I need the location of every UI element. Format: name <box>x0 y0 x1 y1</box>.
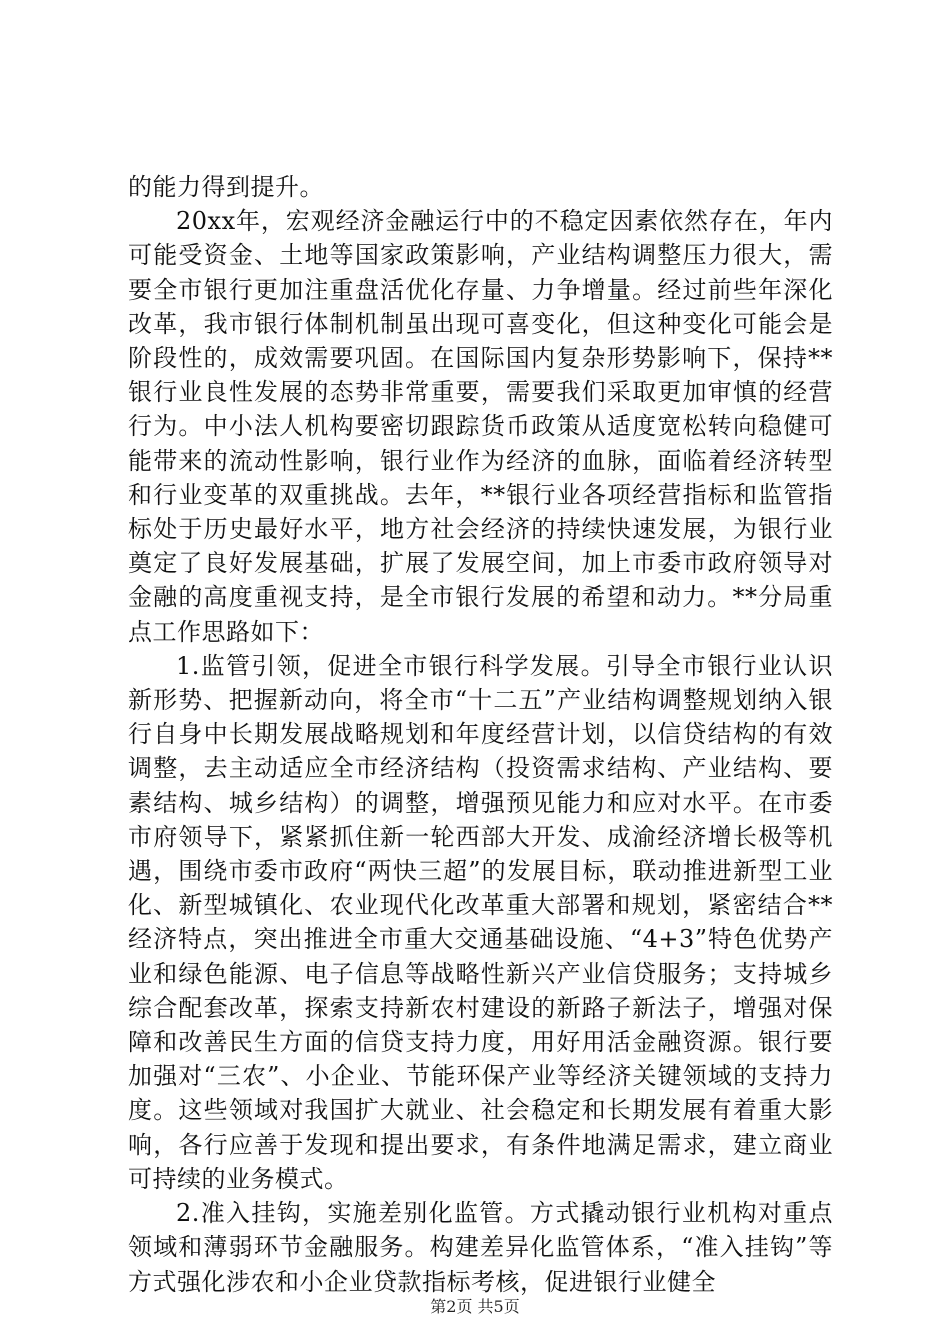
paragraph-outlook: 20xx年，宏观经济金融运行中的不稳定因素依然存在，年内可能受资金、土地等国家政策影响，产业结构调整压力很大，需要全市银行更加注重盘活优化存量、力争增量。经过前些年深化改革，我市银行体制机制虽出现可喜变化，但这种变化可能会是阶段性的，成效需要巩固。在国际国内复杂形势影响下，保持**银行业良性发展的态势非常重要，需要我们采取更加审慎的经营行为。中小法人机构要密切跟踪货币政策从适度宽松转向稳健可能带来的流动性影响，银行业作为经济的血脉，面临着经济转型和行业变革的双重挑战。去年，**银行业各项经营指标和监管指标处于历史最好水平，地方社会经济的持续快速发展，为银行业奠定了良好发展基础，扩展了发展空间，加上市委市政府领导对金融的高度重视支持，是全市银行发展的希望和动力。**分局重点工作思路如下： <box>128 207 833 646</box>
page-footer: 第2页 共5页 <box>430 1297 520 1316</box>
document-body <box>128 170 833 1299</box>
paragraph-item-2: 2.准入挂钩，实施差别化监管。方式撬动银行业机构对重点领域和薄弱环节金融服务。构建差异化监管体系，“准入挂钩”等方式强化涉农和小企业贷款指标考核，促进银行业健全 <box>128 1199 833 1296</box>
paragraph-continuation: 的能力得到提升。 <box>128 173 324 201</box>
paragraph-item-1: 1.监管引领，促进全市银行科学发展。引导全市银行业认识新形势、把握新动向，将全市“十二五”产业结构调整规划纳入银行自身中长期发展战略规划和年度经营计划，以信贷结构的有效调整，去主动适应全市经济结构（投资需求结构、产业结构、要素结构、城乡结构）的调整，增强预见能力和应对水平。在市委市府领导下，紧紧抓住新一轮西部大开发、成渝经济增长极等机遇，围绕市委市政府“两快三超”的发展目标，联动推进新型工业化、新型城镇化、农业现代化改革重大部署和规划，紧密结合**经济特点，突出推进全市重大交通基础设施、“4+3”特色优势产业和绿色能源、电子信息等战略性新兴产业信贷服务；支持城乡综合配套改革，探索支持新农村建设的新路子新法子，增强对保障和改善民生方面的信贷支持力度，用好用活金融资源。银行要加强对“三农”、小企业、节能环保产业等经济关键领域的支持力度。这些领域对我国扩大就业、社会稳定和长期发展有着重大影响，各行应善于发现和提出要求，有条件地满足需求，建立商业可持续的业务模式。 <box>128 651 833 1193</box>
